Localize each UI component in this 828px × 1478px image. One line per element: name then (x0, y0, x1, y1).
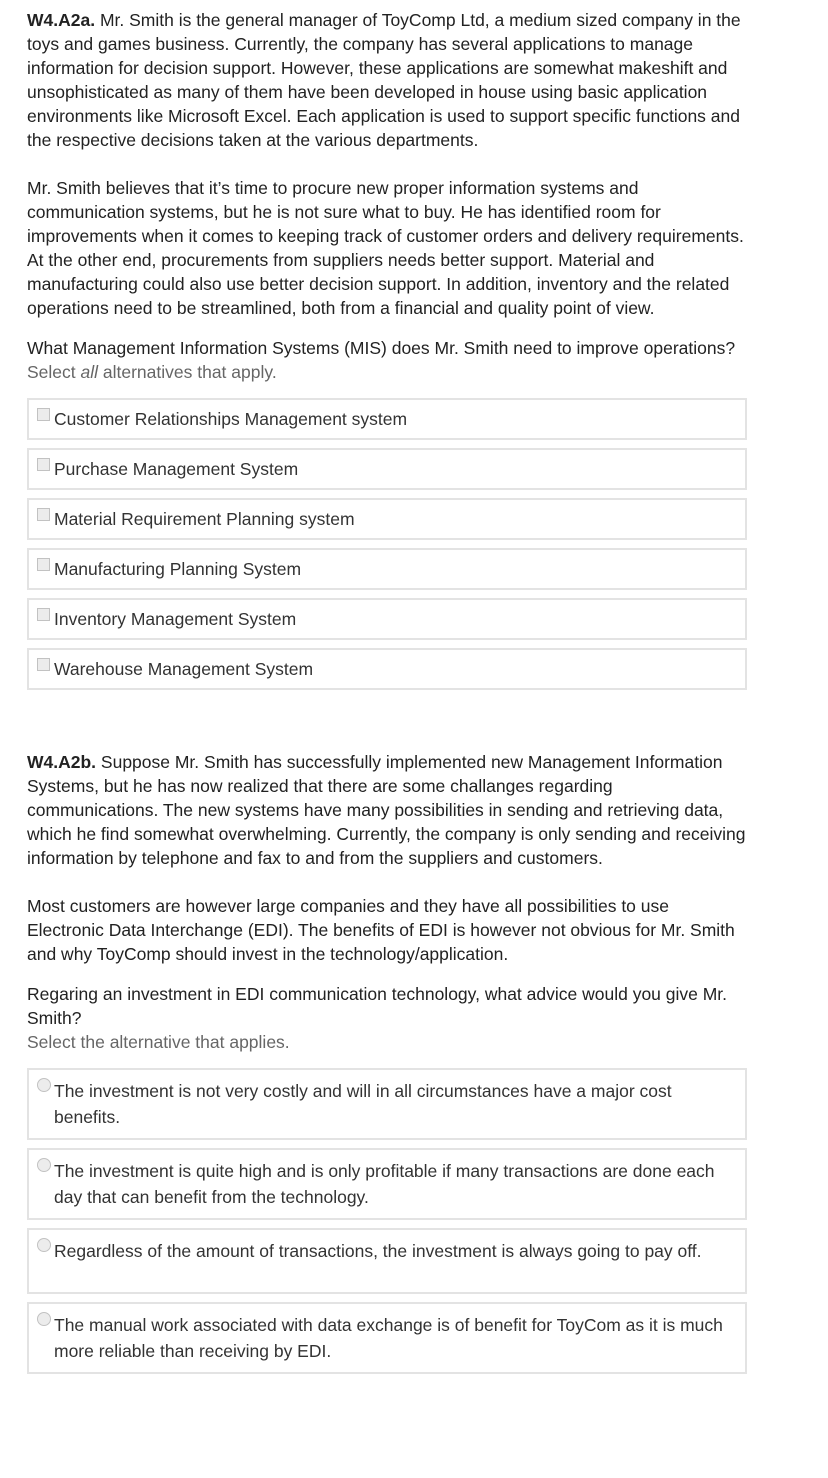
q1-id: W4.A2a. (27, 10, 96, 30)
q1-option[interactable] (27, 498, 747, 540)
q1-option[interactable] (27, 598, 747, 640)
q2-question: Regaring an investment in EDI communication technology, what advice would you give Mr. Smith? (27, 984, 728, 1028)
radio-button[interactable] (37, 1078, 51, 1092)
q2-option[interactable] (27, 1148, 747, 1220)
checkbox[interactable] (37, 658, 50, 671)
q2-option[interactable] (27, 1302, 747, 1374)
q1-hint-post: alternatives that apply. (98, 362, 277, 382)
option-label: Regardless of the amount of transactions, the investment is always going to pay off. (54, 1241, 702, 1261)
q1-para1: Mr. Smith is the general manager of ToyComp Ltd, a medium sized company in the toys and games business. Currently, the company has several applications to manage information for decision support. However, these applications are somewhat makeshift and unsophisticated as many of them have been developed in house using basic application environments like Microsoft Excel. Each application is used to support specific functions and the respective decisions taken at the various departments. (27, 10, 741, 150)
q1-option[interactable] (27, 548, 747, 590)
q1-option[interactable] (27, 398, 747, 440)
q1-hint-em: all (80, 362, 99, 382)
checkbox[interactable] (37, 608, 50, 621)
question-w4-a2b (27, 750, 747, 1374)
q1-hint (27, 360, 747, 384)
checkbox[interactable] (37, 408, 50, 421)
radio-button[interactable] (37, 1238, 51, 1252)
option-label: Material Requirement Planning system (54, 509, 355, 529)
q1-para2: Mr. Smith believes that it’s time to procure new proper information systems and communication systems, but he is not sure what to buy. He has identified room for improvements when it comes to keeping track of customer orders and delivery requirements. At the other end, procurements from suppliers needs better support. Material and manufacturing could also use better decision support. In addition, inventory and the related operations need to be streamlined, both from a financial and quality point of view. (27, 178, 744, 318)
radio-button[interactable] (37, 1312, 51, 1326)
q2-para1: Suppose Mr. Smith has successfully implemented new Management Information Systems, but he has now realized that there are some challanges regarding communications. The new systems have many possibilities in sending and retrieving data, which he find somewhat overwhelming. Currently, the company is only sending and receiving information by telephone and fax to and from the suppliers and customers. (27, 752, 746, 868)
q2-id: W4.A2b. (27, 752, 97, 772)
option-label: Inventory Management System (54, 609, 297, 629)
q1-intro (27, 8, 747, 152)
question-w4-a2a (27, 8, 747, 690)
q1-question: What Management Information Systems (MIS) does Mr. Smith need to improve operations? (27, 338, 736, 358)
option-label: The investment is not very costly and will in all circumstances have a major cost benefits. (54, 1081, 672, 1127)
q1-option[interactable] (27, 448, 747, 490)
option-label: Customer Relationships Management system (54, 409, 408, 429)
radio-button[interactable] (37, 1158, 51, 1172)
q2-hint: Select the alternative that applies. (27, 1032, 290, 1052)
q2-para2: Most customers are however large companies and they have all possibilities to use Electronic Data Interchange (EDI). The benefits of EDI is however not obvious for Mr. Smith and why ToyComp should invest in the technology/application. (27, 896, 735, 964)
q1-options (27, 398, 747, 690)
option-label: Manufacturing Planning System (54, 559, 302, 579)
section-spacer (27, 698, 747, 750)
checkbox[interactable] (37, 558, 50, 571)
option-label: Warehouse Management System (54, 659, 314, 679)
q1-option[interactable] (27, 648, 747, 690)
option-label: The manual work associated with data exchange is of benefit for ToyCom as it is much more reliable than receiving by EDI. (54, 1315, 723, 1361)
q2-options (27, 1068, 747, 1374)
option-label: Purchase Management System (54, 459, 299, 479)
q2-option[interactable] (27, 1228, 747, 1294)
checkbox[interactable] (37, 508, 50, 521)
option-label: The investment is quite high and is only profitable if many transactions are done each day that can benefit from the technology. (54, 1161, 715, 1207)
q1-hint-pre: Select (27, 362, 81, 382)
q2-option[interactable] (27, 1068, 747, 1140)
checkbox[interactable] (37, 458, 50, 471)
q2-intro (27, 750, 747, 870)
